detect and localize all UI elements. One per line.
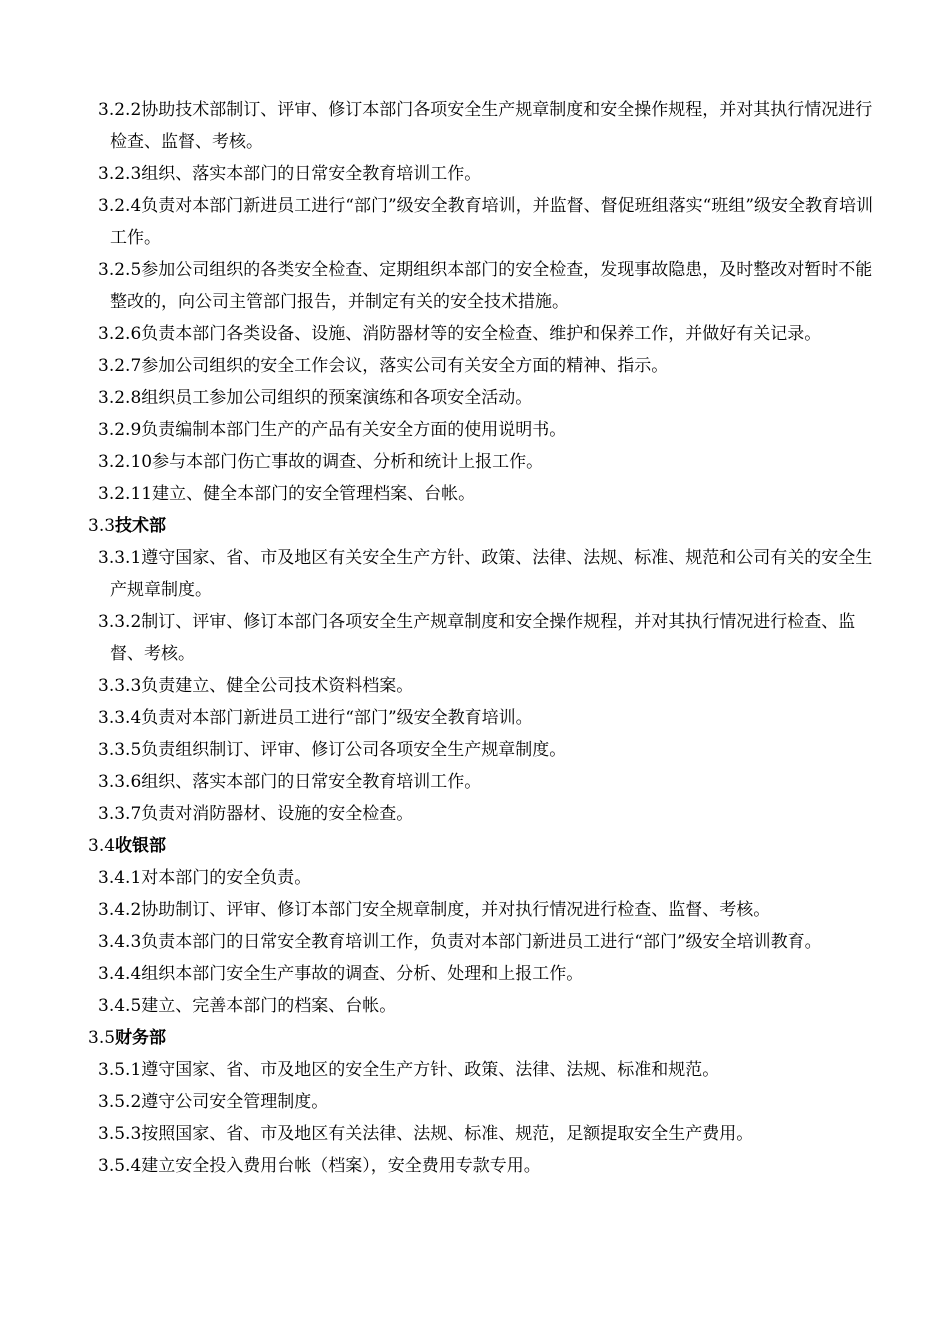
clause-item — [88, 606, 878, 670]
clause-text: 组织、落实本部门的日常安全教育培训工作。 — [141, 772, 482, 792]
section-title: 技术部 — [115, 516, 167, 536]
clause-text: 遵守国家、省、市及地区的安全生产方针、政策、法律、法规、标准和规范。 — [141, 1060, 720, 1080]
clause-text: 负责对消防器材、设施的安全检查。 — [141, 804, 414, 824]
section-heading — [88, 1022, 878, 1054]
clause-text: 遵守公司安全管理制度。 — [141, 1092, 329, 1112]
clause-text: 负责对本部门新进员工进行“部门”级安全教育培训，并监督、督促班组落实“班组”级安全教育培训工作。 — [110, 196, 874, 248]
clause-item — [88, 1118, 878, 1150]
section-number: 3.5 — [88, 1028, 116, 1048]
clause-item — [88, 190, 878, 254]
clause-number: 3.3.6 — [98, 772, 142, 792]
clause-number: 3.5.2 — [98, 1092, 142, 1112]
clause-number: 3.5.4 — [98, 1156, 142, 1176]
document-body — [88, 94, 878, 1182]
section-number: 3.3 — [88, 516, 116, 536]
clause-number: 3.5.3 — [98, 1124, 142, 1144]
clause-number: 3.2.2 — [98, 100, 142, 120]
clause-text: 遵守国家、省、市及地区有关安全生产方针、政策、法律、法规、标准、规范和公司有关的安全生产规章制度。 — [110, 548, 873, 600]
clause-item — [88, 894, 878, 926]
clause-item — [88, 862, 878, 894]
clause-text: 负责建立、健全公司技术资料档案。 — [141, 676, 414, 696]
clause-text: 参加公司组织的安全工作会议，落实公司有关安全方面的精神、指示。 — [141, 356, 669, 376]
clause-text: 建立、健全本部门的安全管理档案、台帐。 — [152, 484, 476, 504]
clause-number: 3.3.4 — [98, 708, 142, 728]
clause-item — [88, 1054, 878, 1086]
clause-item — [88, 318, 878, 350]
clause-text: 协助制订、评审、修订本部门安全规章制度，并对执行情况进行检查、监督、考核。 — [141, 900, 771, 920]
clause-number: 3.5.1 — [98, 1060, 142, 1080]
clause-number: 3.2.6 — [98, 324, 142, 344]
clause-item — [88, 958, 878, 990]
clause-text: 参加公司组织的各类安全检查、定期组织本部门的安全检查，发现事故隐患，及时整改对暂时不能整改的，向公司主管部门报告，并制定有关的安全技术措施。 — [110, 260, 873, 312]
section-title: 收银部 — [115, 836, 167, 856]
clause-number: 3.4.2 — [98, 900, 142, 920]
clause-text: 负责组织制订、评审、修订公司各项安全生产规章制度。 — [141, 740, 567, 760]
clause-item — [88, 542, 878, 606]
clause-text: 负责编制本部门生产的产品有关安全方面的使用说明书。 — [141, 420, 567, 440]
clause-text: 负责对本部门新进员工进行“部门”级安全教育培训。 — [141, 708, 533, 728]
clause-text: 按照国家、省、市及地区有关法律、法规、标准、规范，足额提取安全生产费用。 — [141, 1124, 754, 1144]
clause-item — [88, 734, 878, 766]
clause-number: 3.2.10 — [98, 452, 153, 472]
clause-item — [88, 926, 878, 958]
clause-item — [88, 382, 878, 414]
section-number: 3.4 — [88, 836, 116, 856]
clause-item — [88, 1086, 878, 1118]
clause-text: 负责本部门的日常安全教育培训工作，负责对本部门新进员工进行“部门”级安全培训教育。 — [141, 932, 822, 952]
clause-text: 负责本部门各类设备、设施、消防器材等的安全检查、维护和保养工作，并做好有关记录。 — [141, 324, 822, 344]
clause-number: 3.2.7 — [98, 356, 142, 376]
clause-item — [88, 1150, 878, 1182]
clause-text: 参与本部门伤亡事故的调查、分析和统计上报工作。 — [152, 452, 544, 472]
clause-number: 3.2.11 — [98, 484, 153, 504]
clause-item — [88, 254, 878, 318]
clause-text: 建立安全投入费用台帐（档案），安全费用专款专用。 — [141, 1156, 541, 1176]
clause-text: 制订、评审、修订本部门各项安全生产规章制度和安全操作规程，并对其执行情况进行检查、监督、考核。 — [110, 612, 856, 664]
clause-text: 协助技术部制订、评审、修订本部门各项安全生产规章制度和安全操作规程，并对其执行情况进行检查、监督、考核。 — [110, 100, 873, 152]
clause-number: 3.3.7 — [98, 804, 142, 824]
clause-item — [88, 414, 878, 446]
clause-number: 3.2.5 — [98, 260, 142, 280]
clause-number: 3.4.4 — [98, 964, 142, 984]
clause-item — [88, 478, 878, 510]
clause-number: 3.2.4 — [98, 196, 142, 216]
clause-number: 3.4.5 — [98, 996, 142, 1016]
clause-number: 3.2.9 — [98, 420, 142, 440]
clause-number: 3.3.2 — [98, 612, 142, 632]
clause-number: 3.3.1 — [98, 548, 142, 568]
clause-text: 组织、落实本部门的日常安全教育培训工作。 — [141, 164, 482, 184]
clause-number: 3.2.8 — [98, 388, 142, 408]
clause-item — [88, 158, 878, 190]
clause-item — [88, 990, 878, 1022]
clause-item — [88, 446, 878, 478]
clause-item — [88, 94, 878, 158]
section-heading — [88, 830, 878, 862]
clause-text: 组织本部门安全生产事故的调查、分析、处理和上报工作。 — [141, 964, 584, 984]
clause-number: 3.2.3 — [98, 164, 142, 184]
section-title: 财务部 — [115, 1028, 167, 1048]
clause-item — [88, 670, 878, 702]
clause-item — [88, 766, 878, 798]
section-heading — [88, 510, 878, 542]
clause-text: 建立、完善本部门的档案、台帐。 — [141, 996, 397, 1016]
clause-text: 组织员工参加公司组织的预案演练和各项安全活动。 — [141, 388, 533, 408]
clause-item — [88, 350, 878, 382]
clause-item — [88, 702, 878, 734]
clause-text: 对本部门的安全负责。 — [141, 868, 312, 888]
clause-number: 3.3.5 — [98, 740, 142, 760]
clause-number: 3.4.3 — [98, 932, 142, 952]
clause-number: 3.3.3 — [98, 676, 142, 696]
clause-number: 3.4.1 — [98, 868, 142, 888]
clause-item — [88, 798, 878, 830]
